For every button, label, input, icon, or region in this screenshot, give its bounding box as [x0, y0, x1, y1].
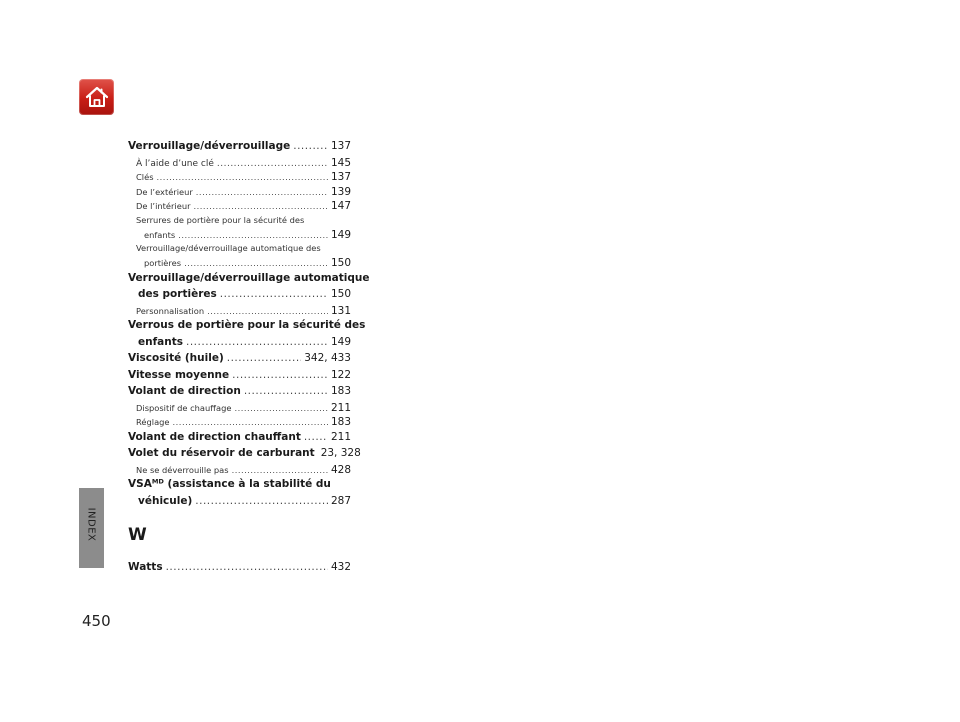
- index-subentry[interactable]: Ne se déverrouille pas ..... 428: [128, 464, 351, 479]
- leader-dots: [157, 172, 328, 182]
- leader-dots: [184, 258, 328, 268]
- index-entry[interactable]: Volant de direction ..... 183: [128, 385, 351, 402]
- leader-dots: [196, 187, 328, 197]
- leader-dots: [195, 495, 328, 507]
- index-entry[interactable]: Watts ..... 432: [128, 561, 351, 578]
- index-subentry[interactable]: De l’intérieur ..... 147: [128, 200, 351, 215]
- index-entry[interactable]: Volant de direction chauffant ..... 211: [128, 431, 351, 448]
- home-icon: [84, 85, 110, 109]
- index-entry[interactable]: Volet du réservoir de carburant 23, 328: [128, 447, 361, 459]
- leader-dots: [207, 306, 328, 316]
- index-subentry[interactable]: Dispositif de chauffage ..... 211: [128, 402, 351, 417]
- index-subentry[interactable]: De l’extérieur ..... 139: [128, 186, 351, 201]
- index-entry-line: Verrous de portière pour la sécurité des: [128, 319, 366, 331]
- leader-dots: [217, 159, 328, 169]
- page-number: 450: [82, 612, 111, 630]
- leader-dots: [293, 140, 328, 152]
- index-entry-line: VSAᴹᴰ (assistance à la stabilité du: [128, 478, 331, 490]
- index-entry[interactable]: des portières ..... 150: [128, 288, 351, 305]
- index-subentry[interactable]: portières ..... 150: [128, 257, 351, 272]
- leader-dots: [234, 403, 328, 413]
- index-entry-line: Verrouillage/déverrouillage automatique: [128, 271, 370, 284]
- section-letter: W: [128, 525, 147, 545]
- leader-dots: [220, 288, 328, 300]
- index-entry[interactable]: Viscosité (huile) ..... 342, 433: [128, 352, 351, 369]
- leader-dots: [178, 230, 328, 240]
- index-subentry[interactable]: À l’aide d’une clé ..... 145: [128, 157, 351, 172]
- index-subentry-line: Verrouillage/déverrouillage automatique des: [136, 243, 321, 253]
- home-button[interactable]: [79, 79, 114, 115]
- leader-dots: [166, 561, 328, 573]
- leader-dots: [304, 431, 328, 443]
- index-column: [128, 140, 370, 578]
- index-subentry[interactable]: Clés ..... 137: [128, 171, 351, 186]
- index-entry[interactable]: véhicule) ..... 287: [128, 495, 351, 512]
- index-entry[interactable]: Vitesse moyenne ..... 122: [128, 369, 351, 386]
- leader-dots: [173, 417, 328, 427]
- leader-dots: [232, 369, 328, 381]
- index-subentry-line: Serrures de portière pour la sécurité des: [136, 214, 305, 225]
- index-subentry[interactable]: Personnalisation ..... 131: [128, 305, 351, 320]
- index-tab-label: INDEX: [85, 507, 97, 541]
- index-subentry[interactable]: enfants ..... 149: [128, 229, 351, 244]
- leader-dots: [194, 201, 328, 211]
- leader-dots: [244, 385, 328, 397]
- index-entry[interactable]: Verrouillage/déverrouillage ..... 137: [128, 140, 351, 157]
- index-entry[interactable]: enfants ..... 149: [128, 336, 351, 353]
- leader-dots: [227, 352, 301, 364]
- leader-dots: [186, 336, 328, 348]
- leader-dots: [232, 465, 328, 475]
- index-subentry[interactable]: Réglage ..... 183: [128, 416, 351, 431]
